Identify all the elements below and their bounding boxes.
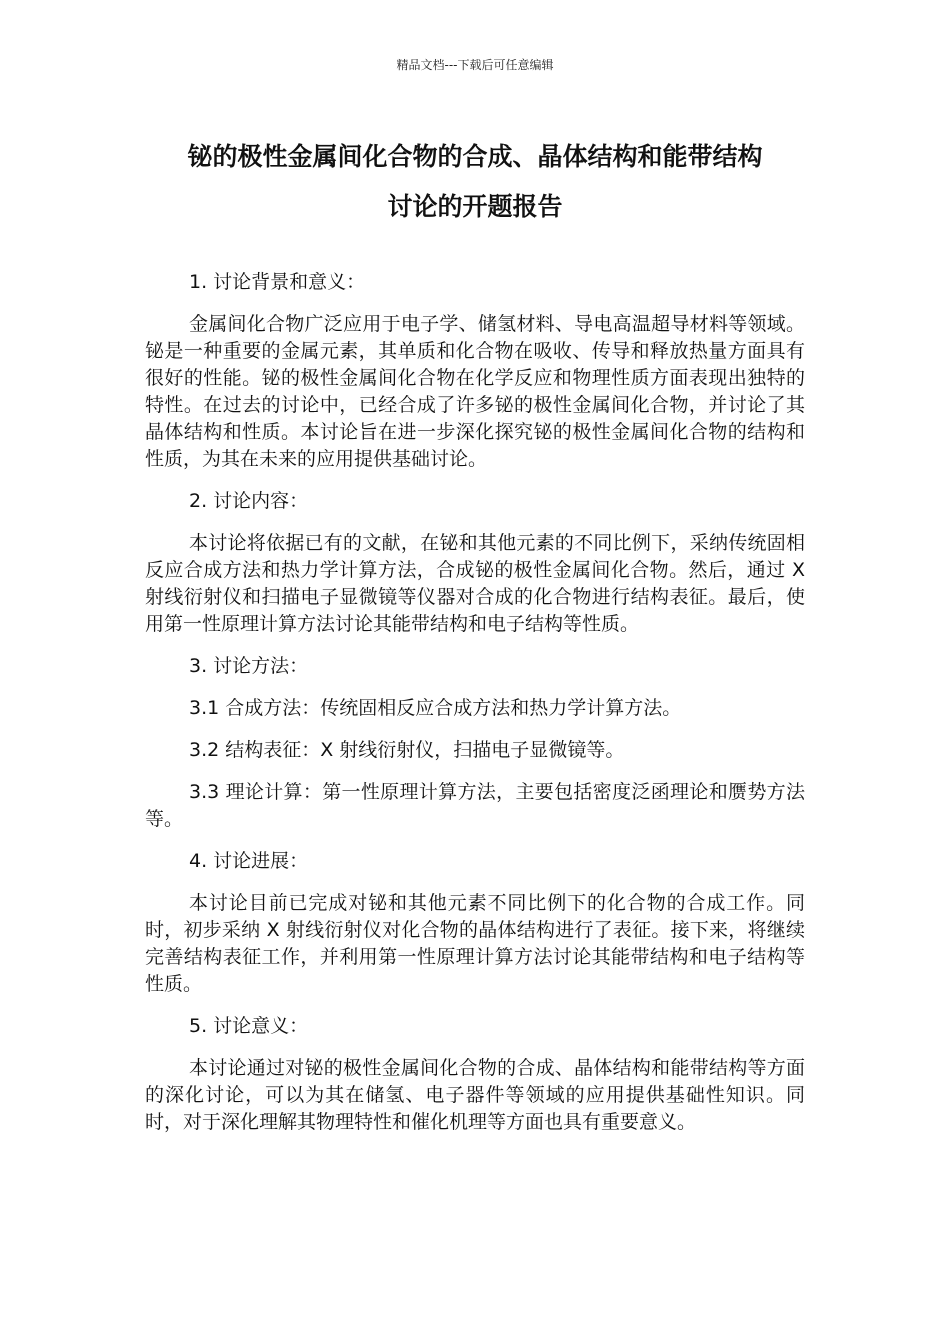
section-heading-content: 2. 讨论内容： [189,490,309,512]
paragraph-significance: 本讨论通过对铋的极性金属间化合物的合成、晶体结构和能带结构等方面的深化讨论，可以为其在储氢、电子器件等领域的应用提供基础性知识。同时，对于深化理解其物理特性和催化机理等方面也具有重要意义。 [145,1057,805,1133]
method-calculation: 3.3 理论计算：第一性原理计算方法，主要包括密度泛函理论和赝势方法等。 [145,781,805,830]
title-line-2: 讨论的开题报告 [387,192,563,221]
title-line-1: 铋的极性金属间化合物的合成、晶体结构和能带结构 [187,142,763,171]
paragraph-background: 金属间化合物广泛应用于电子学、储氢材料、导电高温超导材料等领域。铋是一种重要的金属元素，其单质和化合物在吸收、传导和释放热量方面具有很好的性能。铋的极性金属间化合物在化学反应和物理性质方面表现出独特的特性。在过去的讨论中，已经合成了许多铋的极性金属间化合物，并讨论了其晶体结构和性质。本讨论旨在进一步深化探究铋的极性金属间化合物的结构和性质，为其在未来的应用提供基础讨论。 [145,313,805,470]
section-heading-methods: 3. 讨论方法： [189,655,309,677]
method-characterization: 3.2 结构表征：X 射线衍射仪，扫描电子显微镜等。 [189,739,625,761]
paragraph-progress: 本讨论目前已完成对铋和其他元素不同比例下的化合物的合成工作。同时，初步采纳 X 射线衍射仪对化合物的晶体结构进行了表征。接下来，将继续完善结构表征工作，并利用第一性原理计算方法讨论其能带结构和电子结构等性质。 [145,892,805,995]
section-heading-significance: 5. 讨论意义： [189,1015,309,1037]
document-body [145,269,805,1151]
method-synthesis: 3.1 合成方法：传统固相反应合成方法和热力学计算方法。 [189,697,682,719]
page-header: 精品文档---下载后可任意编辑 [396,58,554,72]
document-title [100,132,850,232]
paragraph-content: 本讨论将依据已有的文献，在铋和其他元素的不同比例下，采纳传统固相反应合成方法和热力学计算方法，合成铋的极性金属间化合物。然后，通过 X 射线衍射仪和扫描电子显微镜等仪器对合成的化合物进行结构表征。最后，使用第一性原理计算方法讨论其能带结构和电子结构等性质。 [145,532,805,635]
section-heading-background: 1. 讨论背景和意义： [189,271,366,293]
section-heading-progress: 4. 讨论进展： [189,850,309,872]
